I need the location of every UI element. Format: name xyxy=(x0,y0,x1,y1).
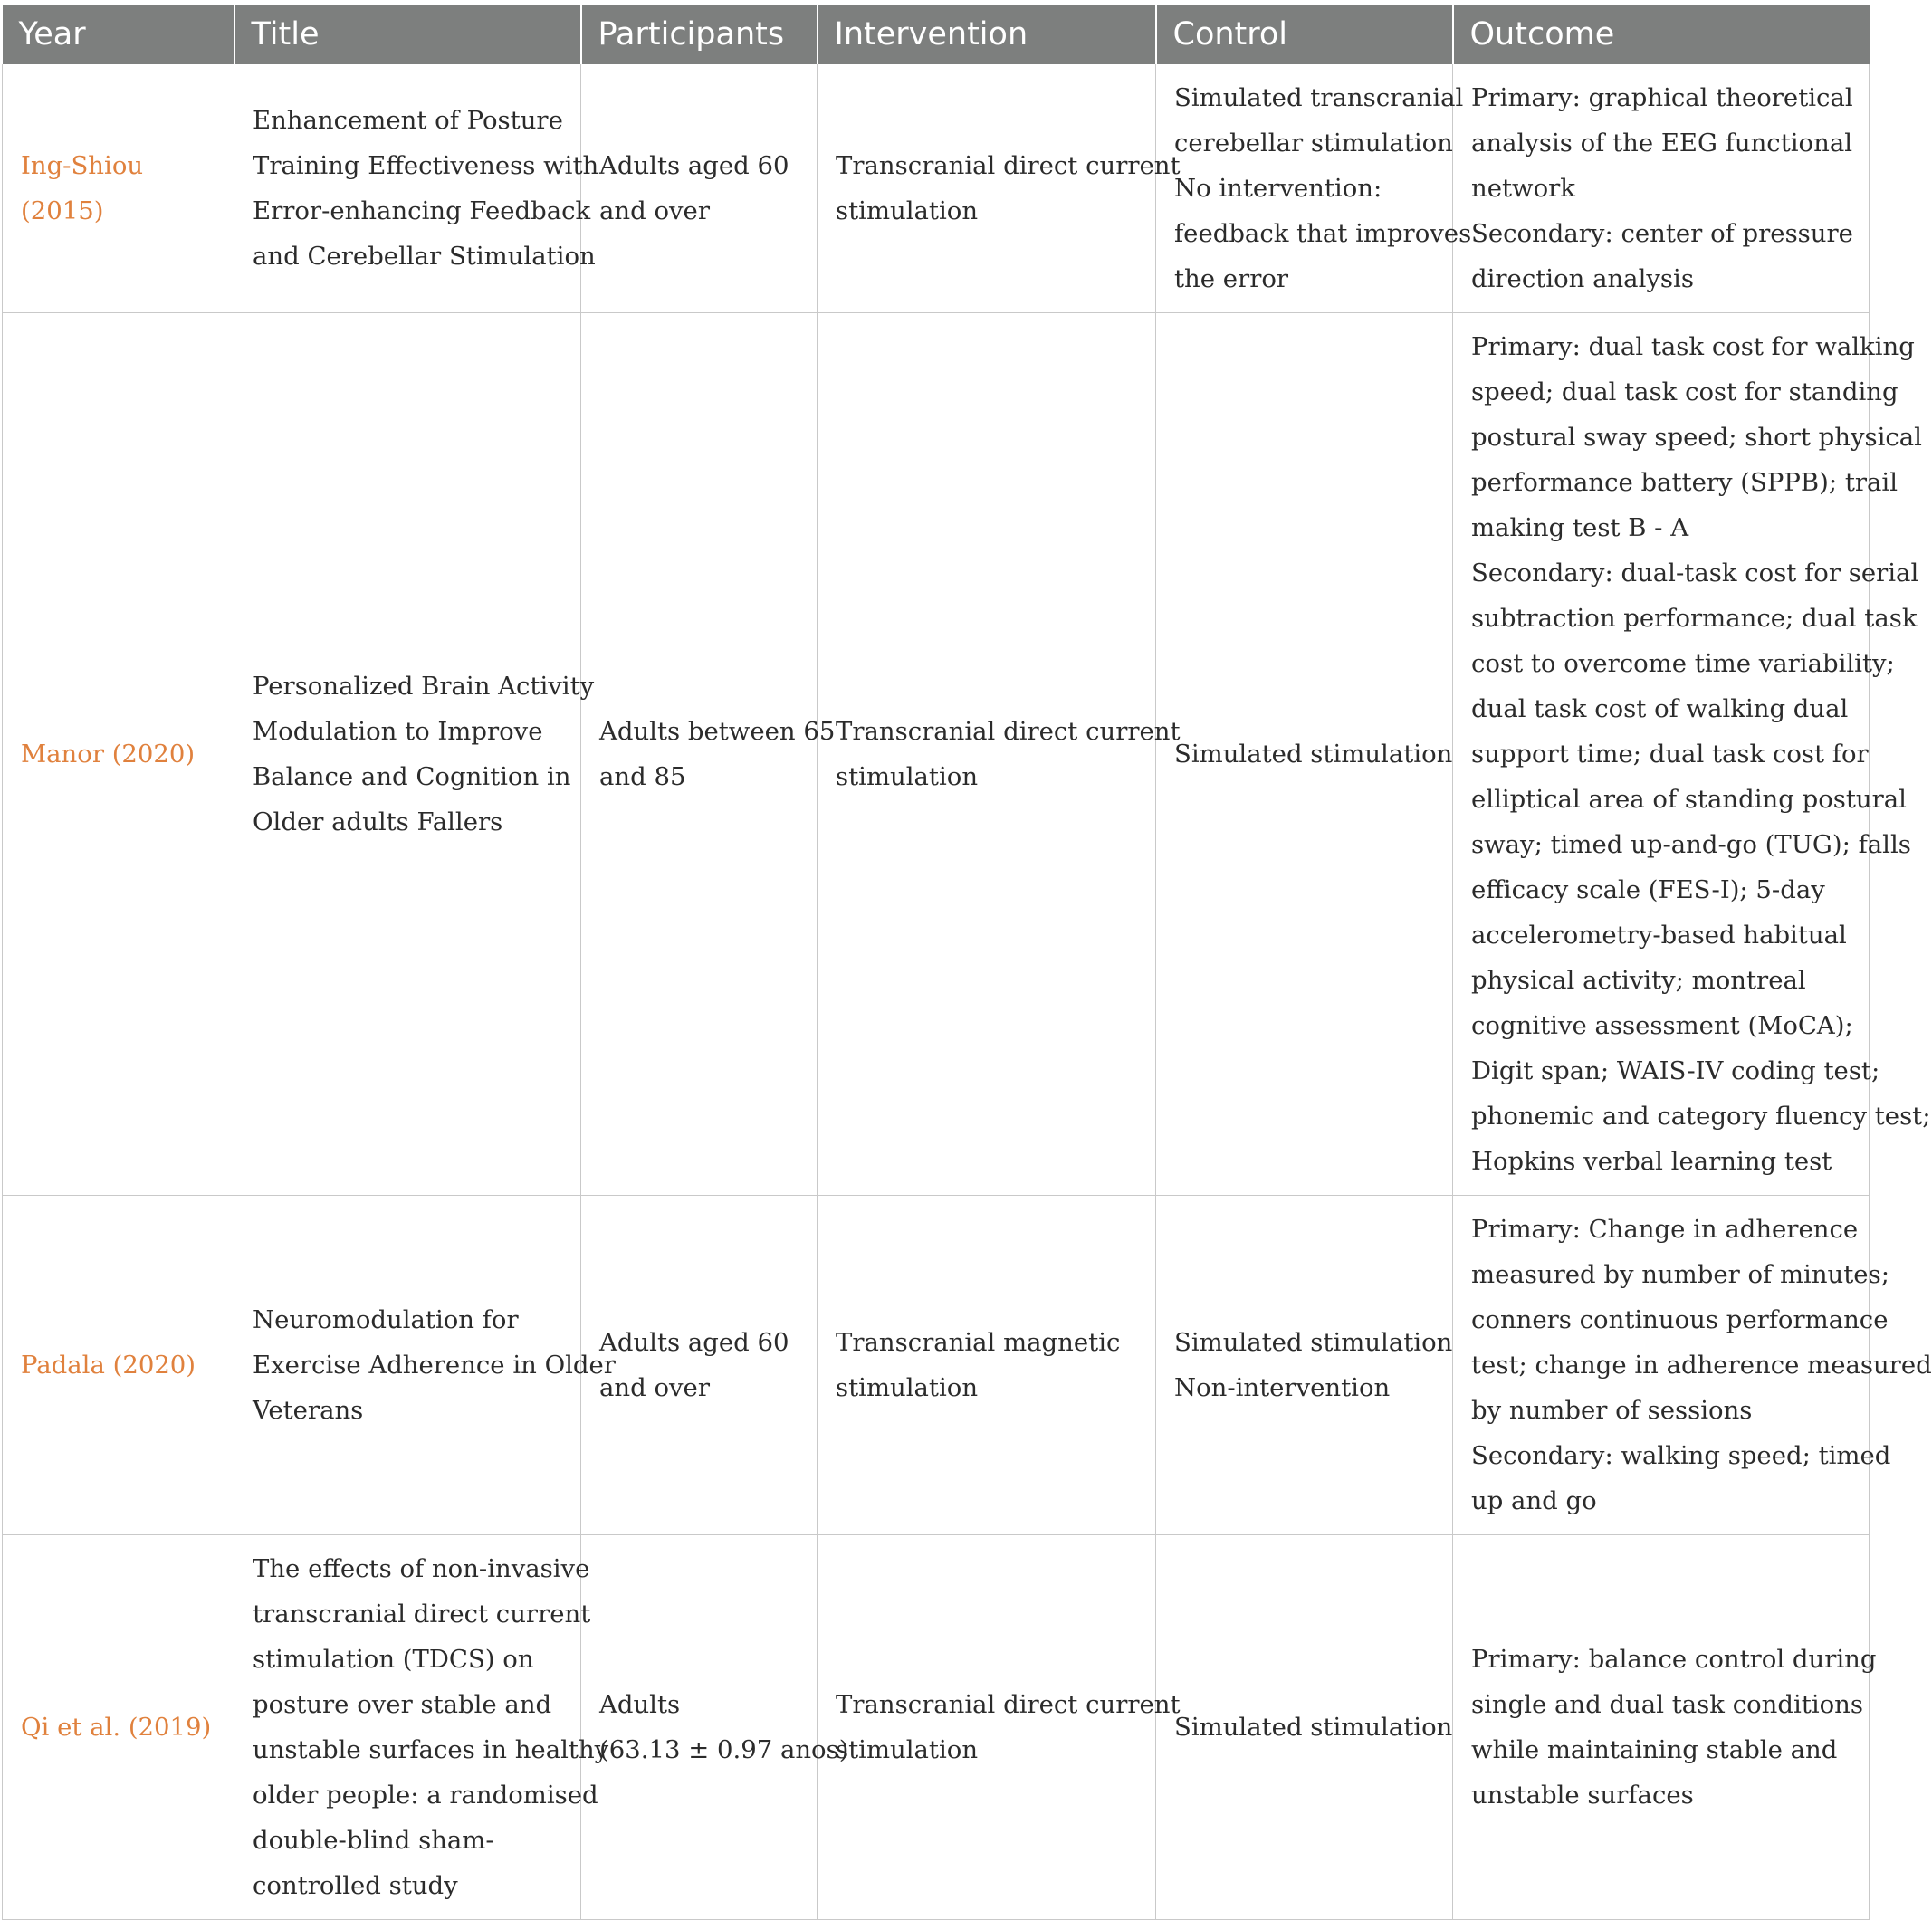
cell-outcome-line: elliptical area of standing postural xyxy=(1471,785,1907,814)
cell-title-line: posture over stable and xyxy=(253,1690,552,1719)
cell-intervention xyxy=(818,1535,1181,1920)
cell-title-line: double-blind sham- xyxy=(253,1826,494,1855)
cell-outcome-line: efficacy scale (FES-I); 5-day xyxy=(1471,875,1825,904)
cell-title-line: unstable surfaces in healthy xyxy=(253,1735,609,1764)
cell-year: Qi et al. (2019) xyxy=(3,1535,234,1920)
cell-intervention-line: stimulation xyxy=(836,1373,979,1402)
cell-intervention-line: stimulation xyxy=(836,1735,979,1764)
cell-participants-line: and over xyxy=(599,196,710,225)
cell-title-line: Neuromodulation for xyxy=(253,1305,519,1334)
cell-participants-line: and 85 xyxy=(599,762,686,791)
cell-outcome-line: network xyxy=(1471,174,1575,203)
header-row xyxy=(3,5,1870,64)
studies-table xyxy=(2,5,1932,1920)
cell-outcome-line: Primary: Change in adherence xyxy=(1471,1215,1859,1244)
cell-title-lines xyxy=(253,98,599,279)
cell-control-line: Simulated stimulation xyxy=(1174,740,1453,769)
cell-intervention-line: stimulation xyxy=(836,762,979,791)
cell-participants xyxy=(581,313,836,1196)
cell-outcome-lines xyxy=(1471,324,1931,1184)
cell-participants-lines xyxy=(599,709,836,799)
table-row xyxy=(3,1535,1870,1920)
cell-outcome-line: Secondary: center of pressure xyxy=(1471,219,1853,248)
cell-outcome-line: Secondary: walking speed; timed xyxy=(1471,1441,1891,1470)
cell-outcome-lines xyxy=(1471,75,1852,301)
cell-outcome-line: support time; dual task cost for xyxy=(1471,740,1869,769)
cell-outcome-line: speed; dual task cost for standing xyxy=(1471,377,1899,406)
table-row xyxy=(3,64,1870,313)
cell-title xyxy=(234,313,595,1196)
cell-title xyxy=(234,1196,616,1535)
cell-participants-line: Adults aged 60 xyxy=(599,1328,789,1357)
cell-intervention-line: Transcranial direct current xyxy=(836,1690,1181,1719)
cell-intervention-line: Transcranial magnetic xyxy=(836,1328,1121,1357)
cell-outcome-line: Secondary: dual-task cost for serial xyxy=(1471,559,1919,587)
cell-control-lines xyxy=(1174,1705,1453,1750)
header-participants: Participants xyxy=(581,5,818,64)
cell-outcome-line: by number of sessions xyxy=(1471,1396,1753,1425)
cell-outcome-line: Primary: dual task cost for walking xyxy=(1471,332,1915,361)
cell-intervention-line: stimulation xyxy=(836,196,979,225)
cell-outcome-line: subtraction performance; dual task xyxy=(1471,604,1918,633)
cell-control-line: No intervention: xyxy=(1174,174,1382,203)
cell-control-line: Simulated stimulation xyxy=(1174,1713,1453,1742)
cell-control xyxy=(1156,1196,1453,1535)
cell-outcome-line: phonemic and category fluency test; xyxy=(1471,1102,1931,1131)
cell-title-line: Exercise Adherence in Older xyxy=(253,1351,616,1380)
cell-intervention-lines xyxy=(836,1320,1139,1410)
cell-outcome xyxy=(1453,64,1870,313)
cell-outcome-line: postural sway speed; short physical xyxy=(1471,423,1922,452)
cell-intervention xyxy=(818,1196,1156,1535)
cell-year: Ing-Shiou (2015) xyxy=(3,64,234,313)
table-row xyxy=(3,313,1870,1196)
cell-title-lines xyxy=(253,664,595,845)
header-outcome: Outcome xyxy=(1453,5,1870,64)
cell-participants-line: Adults xyxy=(599,1690,681,1719)
cell-participants xyxy=(581,64,818,313)
header-title: Title xyxy=(234,5,581,64)
cell-title-line: Balance and Cognition in xyxy=(253,762,571,791)
cell-outcome xyxy=(1453,313,1931,1196)
cell-outcome-line: sway; timed up-and-go (TUG); falls xyxy=(1471,830,1911,859)
cell-title-line: Veterans xyxy=(253,1396,364,1425)
cell-title-line: Enhancement of Posture xyxy=(253,106,563,135)
cell-intervention xyxy=(818,64,1181,313)
cell-title-line: The effects of non-invasive xyxy=(253,1554,590,1583)
cell-outcome-line: accelerometry-based habitual xyxy=(1471,921,1847,950)
cell-title-line: older people: a randomised xyxy=(253,1781,598,1810)
header-control: Control xyxy=(1156,5,1453,64)
cell-outcome-line: Digit span; WAIS-IV coding test; xyxy=(1471,1056,1880,1085)
cell-participants-lines xyxy=(599,1682,849,1772)
cell-title xyxy=(234,1535,609,1920)
cell-control-lines xyxy=(1174,731,1453,777)
cell-year: Manor (2020) xyxy=(3,313,234,1196)
cell-intervention-lines xyxy=(836,709,1181,799)
cell-control-lines xyxy=(1174,75,1472,301)
cell-outcome-line: performance battery (SPPB); trail xyxy=(1471,468,1899,497)
cell-control-line: Simulated transcranial xyxy=(1174,83,1464,112)
cell-outcome xyxy=(1453,1196,1932,1535)
cell-outcome xyxy=(1453,1535,1877,1920)
cell-intervention xyxy=(818,313,1181,1196)
cell-participants-line: Adults aged 60 xyxy=(599,151,789,180)
header-intervention: Intervention xyxy=(818,5,1156,64)
cell-control-line: feedback that improves xyxy=(1174,219,1472,248)
cell-outcome-line: Primary: balance control during xyxy=(1471,1645,1877,1674)
cell-outcome-line: Hopkins verbal learning test xyxy=(1471,1147,1832,1176)
cell-outcome-line: measured by number of minutes; xyxy=(1471,1260,1889,1289)
cell-intervention-line: Transcranial direct current xyxy=(836,151,1181,180)
cell-control xyxy=(1156,1535,1453,1920)
cell-participants xyxy=(581,1535,849,1920)
cell-intervention-lines xyxy=(836,143,1181,234)
table-header xyxy=(3,5,1870,64)
cell-title-lines xyxy=(253,1546,609,1908)
cell-participants-line: (63.13 ± 0.97 anos) xyxy=(599,1735,849,1764)
cell-outcome-lines xyxy=(1471,1207,1932,1524)
cell-title-line: transcranial direct current xyxy=(253,1600,591,1629)
cell-control-line: cerebellar stimulation xyxy=(1174,129,1453,158)
cell-control-line: Non-intervention xyxy=(1174,1373,1391,1402)
cell-outcome-line: single and dual task conditions xyxy=(1471,1690,1863,1719)
cell-participants-line: Adults between 65 xyxy=(599,717,836,746)
cell-title-line: Modulation to Improve xyxy=(253,717,543,746)
cell-outcome-line: direction analysis xyxy=(1471,264,1694,293)
cell-participants xyxy=(581,1196,818,1535)
cell-outcome-line: up and go xyxy=(1471,1486,1597,1515)
cell-participants-lines xyxy=(599,143,800,234)
cell-title-line: Training Effectiveness with xyxy=(253,151,599,180)
cell-outcome-line: physical activity; montreal xyxy=(1471,966,1806,995)
header-year: Year xyxy=(3,5,234,64)
cell-outcome-line: unstable surfaces xyxy=(1471,1781,1694,1810)
cell-title-line: Personalized Brain Activity xyxy=(253,672,595,701)
cell-title-line: stimulation (TDCS) on xyxy=(253,1645,534,1674)
cell-outcome-line: while maintaining stable and xyxy=(1471,1735,1838,1764)
table-row xyxy=(3,1196,1870,1535)
cell-participants-line: and over xyxy=(599,1373,710,1402)
cell-control-lines xyxy=(1174,1320,1453,1410)
cell-control xyxy=(1156,313,1453,1196)
cell-outcome-lines xyxy=(1471,1637,1877,1818)
cell-outcome-line: Primary: graphical theoretical xyxy=(1471,83,1853,112)
cell-participants-lines xyxy=(599,1320,800,1410)
cell-title-line: controlled study xyxy=(253,1871,458,1900)
cell-outcome-line: cognitive assessment (MoCA); xyxy=(1471,1011,1853,1040)
cell-title-line: Older adults Fallers xyxy=(253,807,503,836)
table-body xyxy=(3,64,1932,1920)
cell-outcome-line: test; change in adherence measured xyxy=(1471,1351,1932,1380)
cell-year: Padala (2020) xyxy=(3,1196,234,1535)
cell-outcome-line: conners continuous performance xyxy=(1471,1305,1889,1334)
cell-title-line: Error-enhancing Feedback xyxy=(253,196,591,225)
cell-title xyxy=(234,64,599,313)
cell-outcome-line: making test B - A xyxy=(1471,513,1689,542)
cell-control-line: Simulated stimulation xyxy=(1174,1328,1453,1357)
cell-control-line: the error xyxy=(1174,264,1289,293)
cell-outcome-line: analysis of the EEG functional xyxy=(1471,129,1853,158)
cell-title-line: and Cerebellar Stimulation xyxy=(253,242,596,271)
cell-outcome-line: cost to overcome time variability; xyxy=(1471,649,1895,678)
cell-intervention-lines xyxy=(836,1682,1181,1772)
cell-outcome-line: dual task cost of walking dual xyxy=(1471,694,1849,723)
cell-title-lines xyxy=(253,1297,616,1433)
cell-control xyxy=(1156,64,1472,313)
cell-intervention-line: Transcranial direct current xyxy=(836,717,1181,746)
